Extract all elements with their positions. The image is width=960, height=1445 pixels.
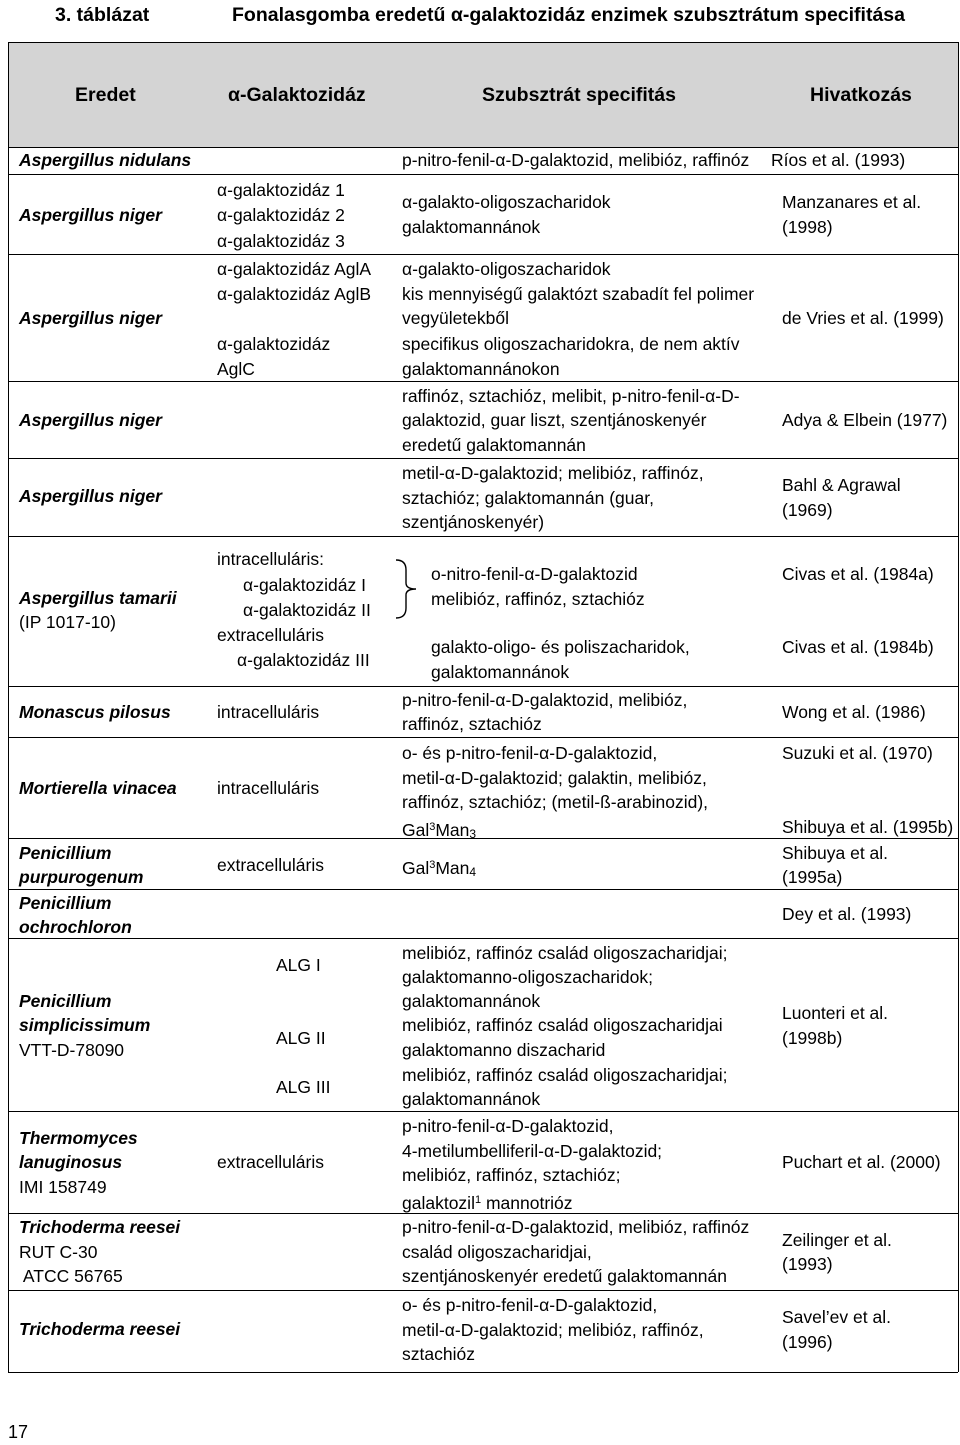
substrate-specificity: p-nitro-fenil-α-D-galaktozid, melibióz, — [402, 690, 688, 710]
table-number: 3. táblázat — [55, 4, 150, 26]
row-divider — [8, 938, 958, 939]
reference: Savel’ev et al. — [782, 1307, 891, 1327]
source-organism: Aspergillus niger — [19, 486, 162, 506]
substrate-specificity: α-galakto-oligoszacharidok — [402, 192, 611, 212]
table-border-left — [8, 42, 9, 1372]
enzyme-name: α-galaktozidáz II — [243, 600, 371, 620]
substrate-specificity: galaktozil$^1$ mannotrióz — [402, 1193, 573, 1213]
enzyme-name: ALG III — [276, 1077, 331, 1097]
source-strain: VTT-D-78090 — [19, 1040, 125, 1060]
reference: (1996) — [782, 1332, 833, 1352]
substrate-specificity: szentjánoskenyér) — [402, 512, 545, 532]
enzyme-name: α-galaktozidáz 2 — [217, 205, 345, 225]
substrate-specificity: melibióz, raffinóz család oligoszacharidjai; — [402, 1065, 728, 1085]
source-organism: Aspergillus niger — [19, 308, 162, 328]
enzyme-name: α-galaktozidáz III — [237, 650, 370, 670]
source-strain: ATCC 56765 — [19, 1266, 123, 1286]
source-organism: purpurogenum — [19, 867, 144, 887]
reference: Puchart et al. (2000) — [782, 1152, 941, 1172]
table-border-bottom — [8, 1372, 958, 1373]
substrate-specificity: galaktomannánokon — [402, 359, 560, 379]
substrate-specificity: melibióz, raffinóz, sztachióz — [431, 589, 645, 609]
substrate-specificity: o-nitro-fenil-α-D-galaktozid — [431, 564, 638, 584]
enzyme-name: α-galaktozidáz — [217, 334, 331, 354]
reference: (1998b) — [782, 1028, 843, 1048]
table-border-right — [958, 42, 959, 1372]
row-divider — [8, 254, 958, 255]
header-specificity: Szubsztrát specifitás — [482, 84, 676, 106]
enzyme-name: α-galaktozidáz 3 — [217, 231, 345, 251]
source-organism: Penicillium — [19, 893, 112, 913]
substrate-specificity: α-galakto-oligoszacharidok — [402, 259, 611, 279]
source-organism: Trichoderma reesei — [19, 1217, 181, 1237]
substrate-specificity: metil-α-D-galaktozid; galaktin, melibióz, — [402, 768, 707, 788]
reference: Luonteri et al. — [782, 1003, 889, 1023]
reference: Suzuki et al. (1970) — [782, 743, 933, 763]
source-organism: Aspergillus nidulans — [19, 150, 192, 170]
source-organism: Trichoderma reesei — [19, 1319, 181, 1339]
reference: de Vries et al. (1999) — [782, 308, 944, 328]
substrate-specificity: sztachióz; galaktomannán (guar, — [402, 488, 654, 508]
substrate-specificity: Gal$^3$Man4 — [402, 858, 477, 879]
substrate-specificity: o- és p-nitro-fenil-α-D-galaktozid, — [402, 743, 658, 763]
row-divider — [8, 536, 958, 537]
enzyme-name: intracelluláris — [217, 778, 320, 798]
substrate-specificity: galaktomannánok — [402, 991, 541, 1011]
header-source: Eredet — [75, 84, 136, 106]
substrate-specificity: galaktomannánok — [402, 1089, 541, 1109]
reference: Manzanares et al. — [782, 192, 922, 212]
header-reference: Hivatkozás — [810, 84, 912, 106]
source-strain: IMI 158749 — [19, 1177, 107, 1197]
substrate-specificity: raffinóz, sztachióz, melibit, p-nitro-fenil-α-D- — [402, 386, 740, 406]
reference: Ríos et al. (1993) — [771, 150, 906, 170]
reference: Zeilinger et al. — [782, 1230, 892, 1250]
reference: Bahl & Agrawal — [782, 475, 901, 495]
reference: Dey et al. (1993) — [782, 904, 912, 924]
source-organism: lanuginosus — [19, 1152, 123, 1172]
substrate-specificity: specifikus oligoszacharidokra, de nem aktív — [402, 334, 740, 354]
substrate-specificity: szentjánoskenyér eredetű galaktomannán — [402, 1266, 727, 1286]
substrate-specificity: metil-α-D-galaktozid; melibióz, raffinóz, — [402, 463, 704, 483]
substrate-specificity: metil-α-D-galaktozid; melibióz, raffinóz, — [402, 1320, 704, 1340]
source-organism: Aspergillus niger — [19, 205, 162, 225]
substrate-specificity: p-nitro-fenil-α-D-galaktozid, melibióz, raffinóz — [402, 150, 750, 170]
substrate-specificity: vegyületekből — [402, 308, 510, 328]
reference: (1993) — [782, 1254, 833, 1274]
source-organism: simplicissimum — [19, 1015, 151, 1035]
enzyme-name: extracelluláris — [217, 1152, 324, 1172]
substrate-specificity: melibióz, raffinóz család oligoszacharidjai; — [402, 943, 728, 963]
row-divider — [8, 1290, 958, 1291]
substrate-specificity: raffinóz, sztachióz — [402, 714, 542, 734]
reference: Shibuya et al. — [782, 843, 889, 863]
row-divider — [8, 458, 958, 459]
substrate-specificity: raffinóz, sztachióz; (metil-ß-arabinozid), — [402, 792, 709, 812]
page-number: 17 — [8, 1422, 29, 1442]
row-divider — [8, 174, 958, 175]
substrate-specificity: o- és p-nitro-fenil-α-D-galaktozid, — [402, 1295, 658, 1315]
substrate-specificity: galaktomannánok — [402, 217, 541, 237]
curly-brace-icon — [392, 558, 422, 620]
source-organism: ochrochloron — [19, 917, 132, 937]
substrate-specificity: 4-metilumbelliferil-α-D-galaktozid; — [402, 1141, 663, 1161]
table-title: Fonalasgomba eredetű α-galaktozidáz enzimek szubsztrátum specifitása — [232, 4, 905, 26]
substrate-specificity: galaktomannánok — [431, 662, 570, 682]
substrate-specificity: p-nitro-fenil-α-D-galaktozid, melibióz, raffinóz — [402, 1217, 750, 1237]
reference: (1995a) — [782, 867, 843, 887]
substrate-specificity: sztachióz — [402, 1344, 475, 1364]
source-organism: Thermomyces — [19, 1128, 138, 1148]
enzyme-name: intracelluláris — [217, 702, 320, 722]
reference: Civas et al. (1984a) — [782, 564, 934, 584]
enzyme-name: AglC — [217, 359, 255, 379]
source-strain: RUT C-30 — [19, 1242, 98, 1262]
enzyme-name: α-galaktozidáz AglA — [217, 259, 372, 279]
source-organism: Penicillium — [19, 991, 112, 1011]
substrate-specificity: család oligoszacharidjai, — [402, 1242, 592, 1262]
source-organism: Mortierella vinacea — [19, 778, 177, 798]
enzyme-name: ALG II — [276, 1028, 326, 1048]
source-organism: Aspergillus niger — [19, 410, 162, 430]
substrate-specificity: melibióz, raffinóz, sztachióz; — [402, 1165, 621, 1185]
header-enzyme: α-Galaktozidáz — [228, 84, 366, 106]
enzyme-name: extracelluláris — [217, 625, 324, 645]
substrate-specificity: galaktomanno diszacharid — [402, 1040, 606, 1060]
enzyme-name: α-galaktozidáz AglB — [217, 284, 372, 304]
enzyme-name: ALG I — [276, 955, 321, 975]
source-organism: Penicillium — [19, 843, 112, 863]
reference: (1998) — [782, 217, 833, 237]
row-divider — [8, 686, 958, 687]
reference: Shibuya et al. (1995b) — [782, 817, 954, 837]
reference: (1969) — [782, 500, 833, 520]
enzyme-name: intracelluláris: — [217, 549, 324, 569]
substrate-specificity: p-nitro-fenil-α-D-galaktozid, — [402, 1116, 614, 1136]
reference: Wong et al. (1986) — [782, 702, 926, 722]
reference: Civas et al. (1984b) — [782, 637, 934, 657]
substrate-specificity: melibióz, raffinóz család oligoszacharidjai — [402, 1015, 723, 1035]
enzyme-name: α-galaktozidáz 1 — [217, 180, 345, 200]
source-organism: Monascus pilosus — [19, 702, 171, 722]
substrate-specificity: eredetű galaktomannán — [402, 435, 586, 455]
substrate-specificity: kis mennyiségű galaktózt szabadít fel polimer — [402, 284, 755, 304]
row-divider — [8, 737, 958, 738]
source-organism: Aspergillus tamarii — [19, 588, 177, 608]
enzyme-name: extracelluláris — [217, 855, 324, 875]
enzyme-name: α-galaktozidáz I — [243, 575, 366, 595]
substrate-specificity: galaktozid, guar liszt, szentjánoskenyér — [402, 410, 707, 430]
substrate-specificity: Gal$^3$Man3 — [402, 820, 477, 841]
substrate-specificity: galaktomanno-oligoszacharidok; — [402, 967, 653, 987]
reference: Adya & Elbein (1977) — [782, 410, 948, 430]
substrate-specificity: galakto-oligo- és poliszacharidok, — [431, 637, 690, 657]
source-strain: (IP 1017-10) — [19, 612, 116, 632]
